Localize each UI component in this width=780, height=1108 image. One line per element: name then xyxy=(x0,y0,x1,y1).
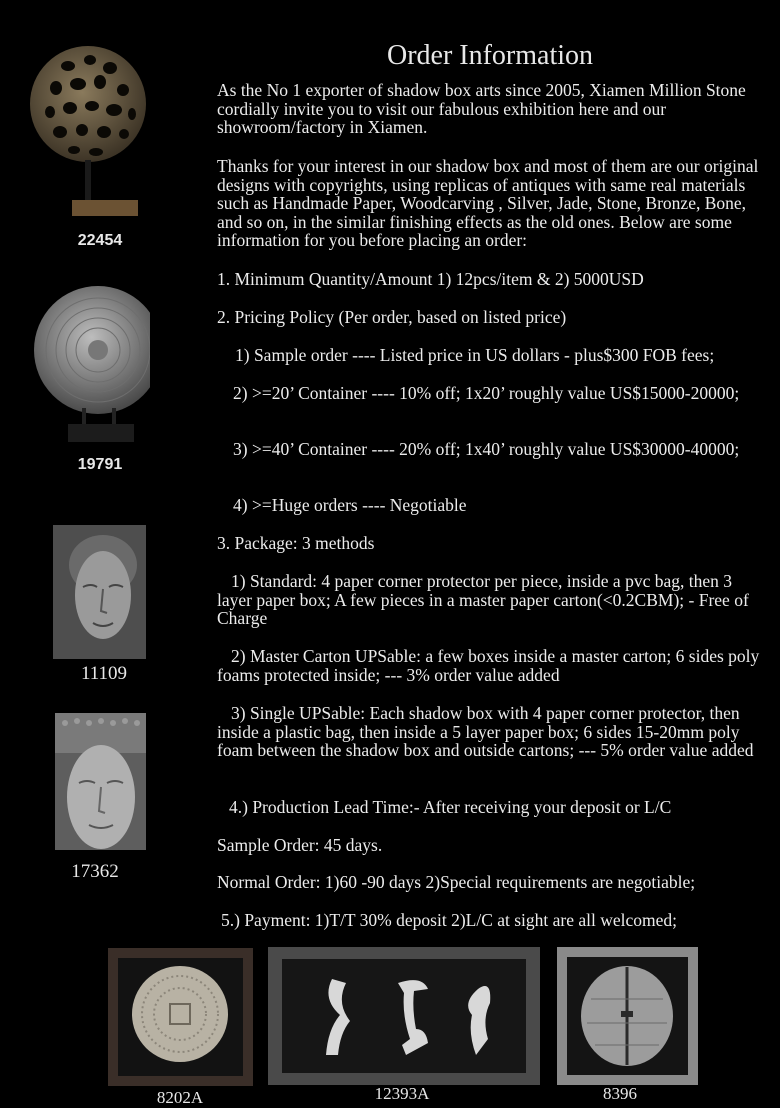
pricing-huge-orders: 4) >=Huge orders ---- Negotiable xyxy=(233,495,467,515)
product-image-17362 xyxy=(55,713,146,850)
product-code-8396: 8396 xyxy=(603,1084,637,1103)
product-code-8202A: 8202A xyxy=(156,1088,204,1107)
product-code-19791: 19791 xyxy=(77,456,123,473)
pricing-policy: 2. Pricing Policy (Per order, based on listed price) xyxy=(217,307,567,327)
production-lead-time: 4.) Production Lead Time:- After receiving your deposit or L/C xyxy=(229,797,672,817)
product-image-8202A xyxy=(108,948,253,1086)
normal-order-days: Normal Order: 1)60 -90 days 2)Special requirements are negotiable; xyxy=(217,872,696,892)
product-image-22454 xyxy=(28,36,150,220)
package-standard: 1) Standard: 4 paper corner protector per piece, inside a pvc bag, then 3 layer paper box; A few pieces in a master paper carton(<0.2CBM); - Free of Charge xyxy=(217,571,749,628)
product-image-11109 xyxy=(53,525,146,659)
product-image-19791 xyxy=(30,282,150,446)
product-code-22454: 22454 xyxy=(77,232,123,249)
pricing-20-container: 2) >=20’ Container ---- 10% off; 1x20’ roughly value US$15000-20000; xyxy=(233,383,740,403)
product-code-12393A: 12393A xyxy=(374,1084,430,1103)
pricing-40-container: 3) >=40’ Container ---- 20% off; 1x40’ roughly value US$30000-40000; xyxy=(233,439,740,459)
pricing-sample-order: 1) Sample order ---- Listed price in US dollars - plus$300 FOB fees; xyxy=(235,345,715,365)
intro-paragraph: As the No 1 exporter of shadow box arts since 2005, Xiamen Million Stone cordially invite you to visit our fabulous exhibition here and our showroom/factory in Xiamen. xyxy=(217,80,746,137)
package-master-carton: 2) Master Carton UPSable: a few boxes inside a master carton; 6 sides poly foams protected inside; --- 3% order value added xyxy=(217,646,760,685)
page-title: Order Information xyxy=(386,40,594,71)
product-image-12393A xyxy=(268,947,540,1085)
payment-terms: 5.) Payment: 1)T/T 30% deposit 2)L/C at sight are all welcomed; xyxy=(221,910,678,930)
product-image-8396 xyxy=(557,947,698,1085)
product-code-17362: 17362 xyxy=(71,861,119,882)
package-single-upsable: 3) Single UPSable: Each shadow box with 4 paper corner protector, then inside a plastic bag, then inside a 5 layer paper box; 6 sides 15-20mm poly foam between the shadow box and outside cartons; --- 5% order value added xyxy=(217,703,754,760)
thanks-paragraph: Thanks for your interest in our shadow box and most of them are our original designs with copyrights, using replicas of antiques with same real materials such as Handmade Paper, Woodcarving , Silver, Jade, Stone, Bronze, Bone, and so on, in the similar finishing effects as the old ones. Below are some information for you before placing an order: xyxy=(217,156,759,250)
minimum-quantity: 1. Minimum Quantity/Amount 1) 12pcs/item & 2) 5000USD xyxy=(217,269,644,289)
sample-order-days: Sample Order: 45 days. xyxy=(217,835,383,855)
product-code-11109: 11109 xyxy=(80,663,128,684)
package-methods: 3. Package: 3 methods xyxy=(217,533,375,553)
